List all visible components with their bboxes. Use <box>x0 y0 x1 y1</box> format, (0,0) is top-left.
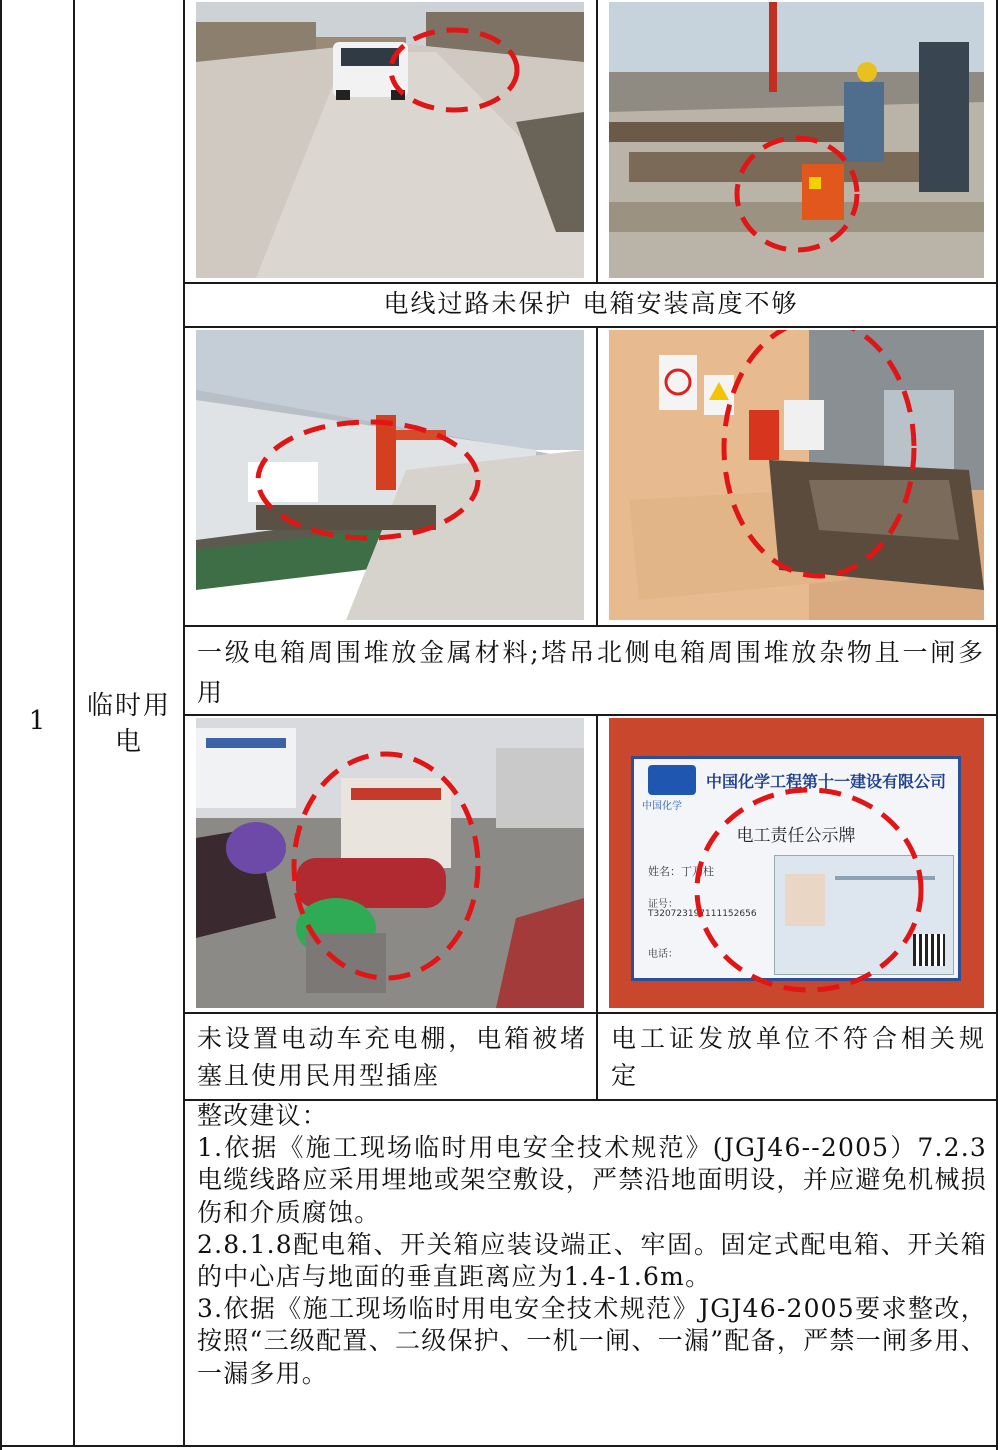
cert-value: T320723197111152656 <box>648 909 757 919</box>
photo-electric-box-height <box>609 2 984 278</box>
remediation-heading: 整改建议： <box>197 1101 329 1130</box>
category-label: 临时用电 <box>86 691 171 757</box>
caption-row3-right: 电工证发放单位不符合相关规定 <box>611 1024 986 1090</box>
row-line <box>184 714 998 716</box>
name-value: 丁乃柱 <box>681 865 714 878</box>
row-line <box>184 1012 998 1014</box>
row-line <box>184 282 998 284</box>
caption-row2: 一级电箱周围堆放金属材料;塔吊北侧电箱周围堆放杂物且一闸多用 <box>197 638 985 707</box>
highlight-ellipse <box>609 718 984 1008</box>
photo-divider <box>596 0 598 283</box>
row-number: 1 <box>28 706 46 736</box>
photo-electrician-board <box>609 718 984 1008</box>
phone-label: 电话： <box>648 949 678 960</box>
signboard-company: 中国化学工程第十一建设有限公司 <box>706 772 947 791</box>
remediation-item-1: 1.依据《施工现场临时用电安全技术规范》(JGJ46--2005）7.2.3 电缆线路应采用埋地或架空敷设，严禁沿地面明设，并应避免机械损伤和介质腐蚀。 <box>197 1133 987 1227</box>
border-right <box>996 0 998 1450</box>
remediation-item-3: 3.依据《施工现场临时用电安全技术规范》JGJ46-2005要求整改，按照“三级配置、二级保护、一机一闸、一漏”配备，严禁一闸多用、一漏多用。 <box>197 1294 987 1388</box>
caption-row3-left: 未设置电动车充电棚，电箱被堵塞且使用民用型插座 <box>197 1024 587 1090</box>
border-bottom <box>0 1445 998 1447</box>
photo-tower-crane-box <box>609 330 984 620</box>
remediation-section <box>197 1100 987 1390</box>
row-line <box>184 326 998 328</box>
cert-label: 证号： <box>648 899 678 910</box>
caption-row1: 电线过路未保护 电箱安装高度不够 <box>383 289 799 318</box>
photo-divider <box>596 715 598 1100</box>
photo-primary-box-metal <box>196 330 584 620</box>
signboard-title: 电工责任公示牌 <box>736 826 856 846</box>
photo-ebike-charging <box>196 718 584 1008</box>
signboard-brand: 中国化学 <box>642 801 682 812</box>
name-label: 姓名： <box>648 865 681 878</box>
photo-road-cable <box>196 2 584 278</box>
row-line <box>184 625 998 627</box>
remediation-item-2: 2.8.1.8配电箱、开关箱应装设端正、牢固。固定式配电箱、开关箱的中心店与地面的垂直距离应为1.4-1.6m。 <box>197 1229 987 1292</box>
photo-divider <box>596 327 598 626</box>
